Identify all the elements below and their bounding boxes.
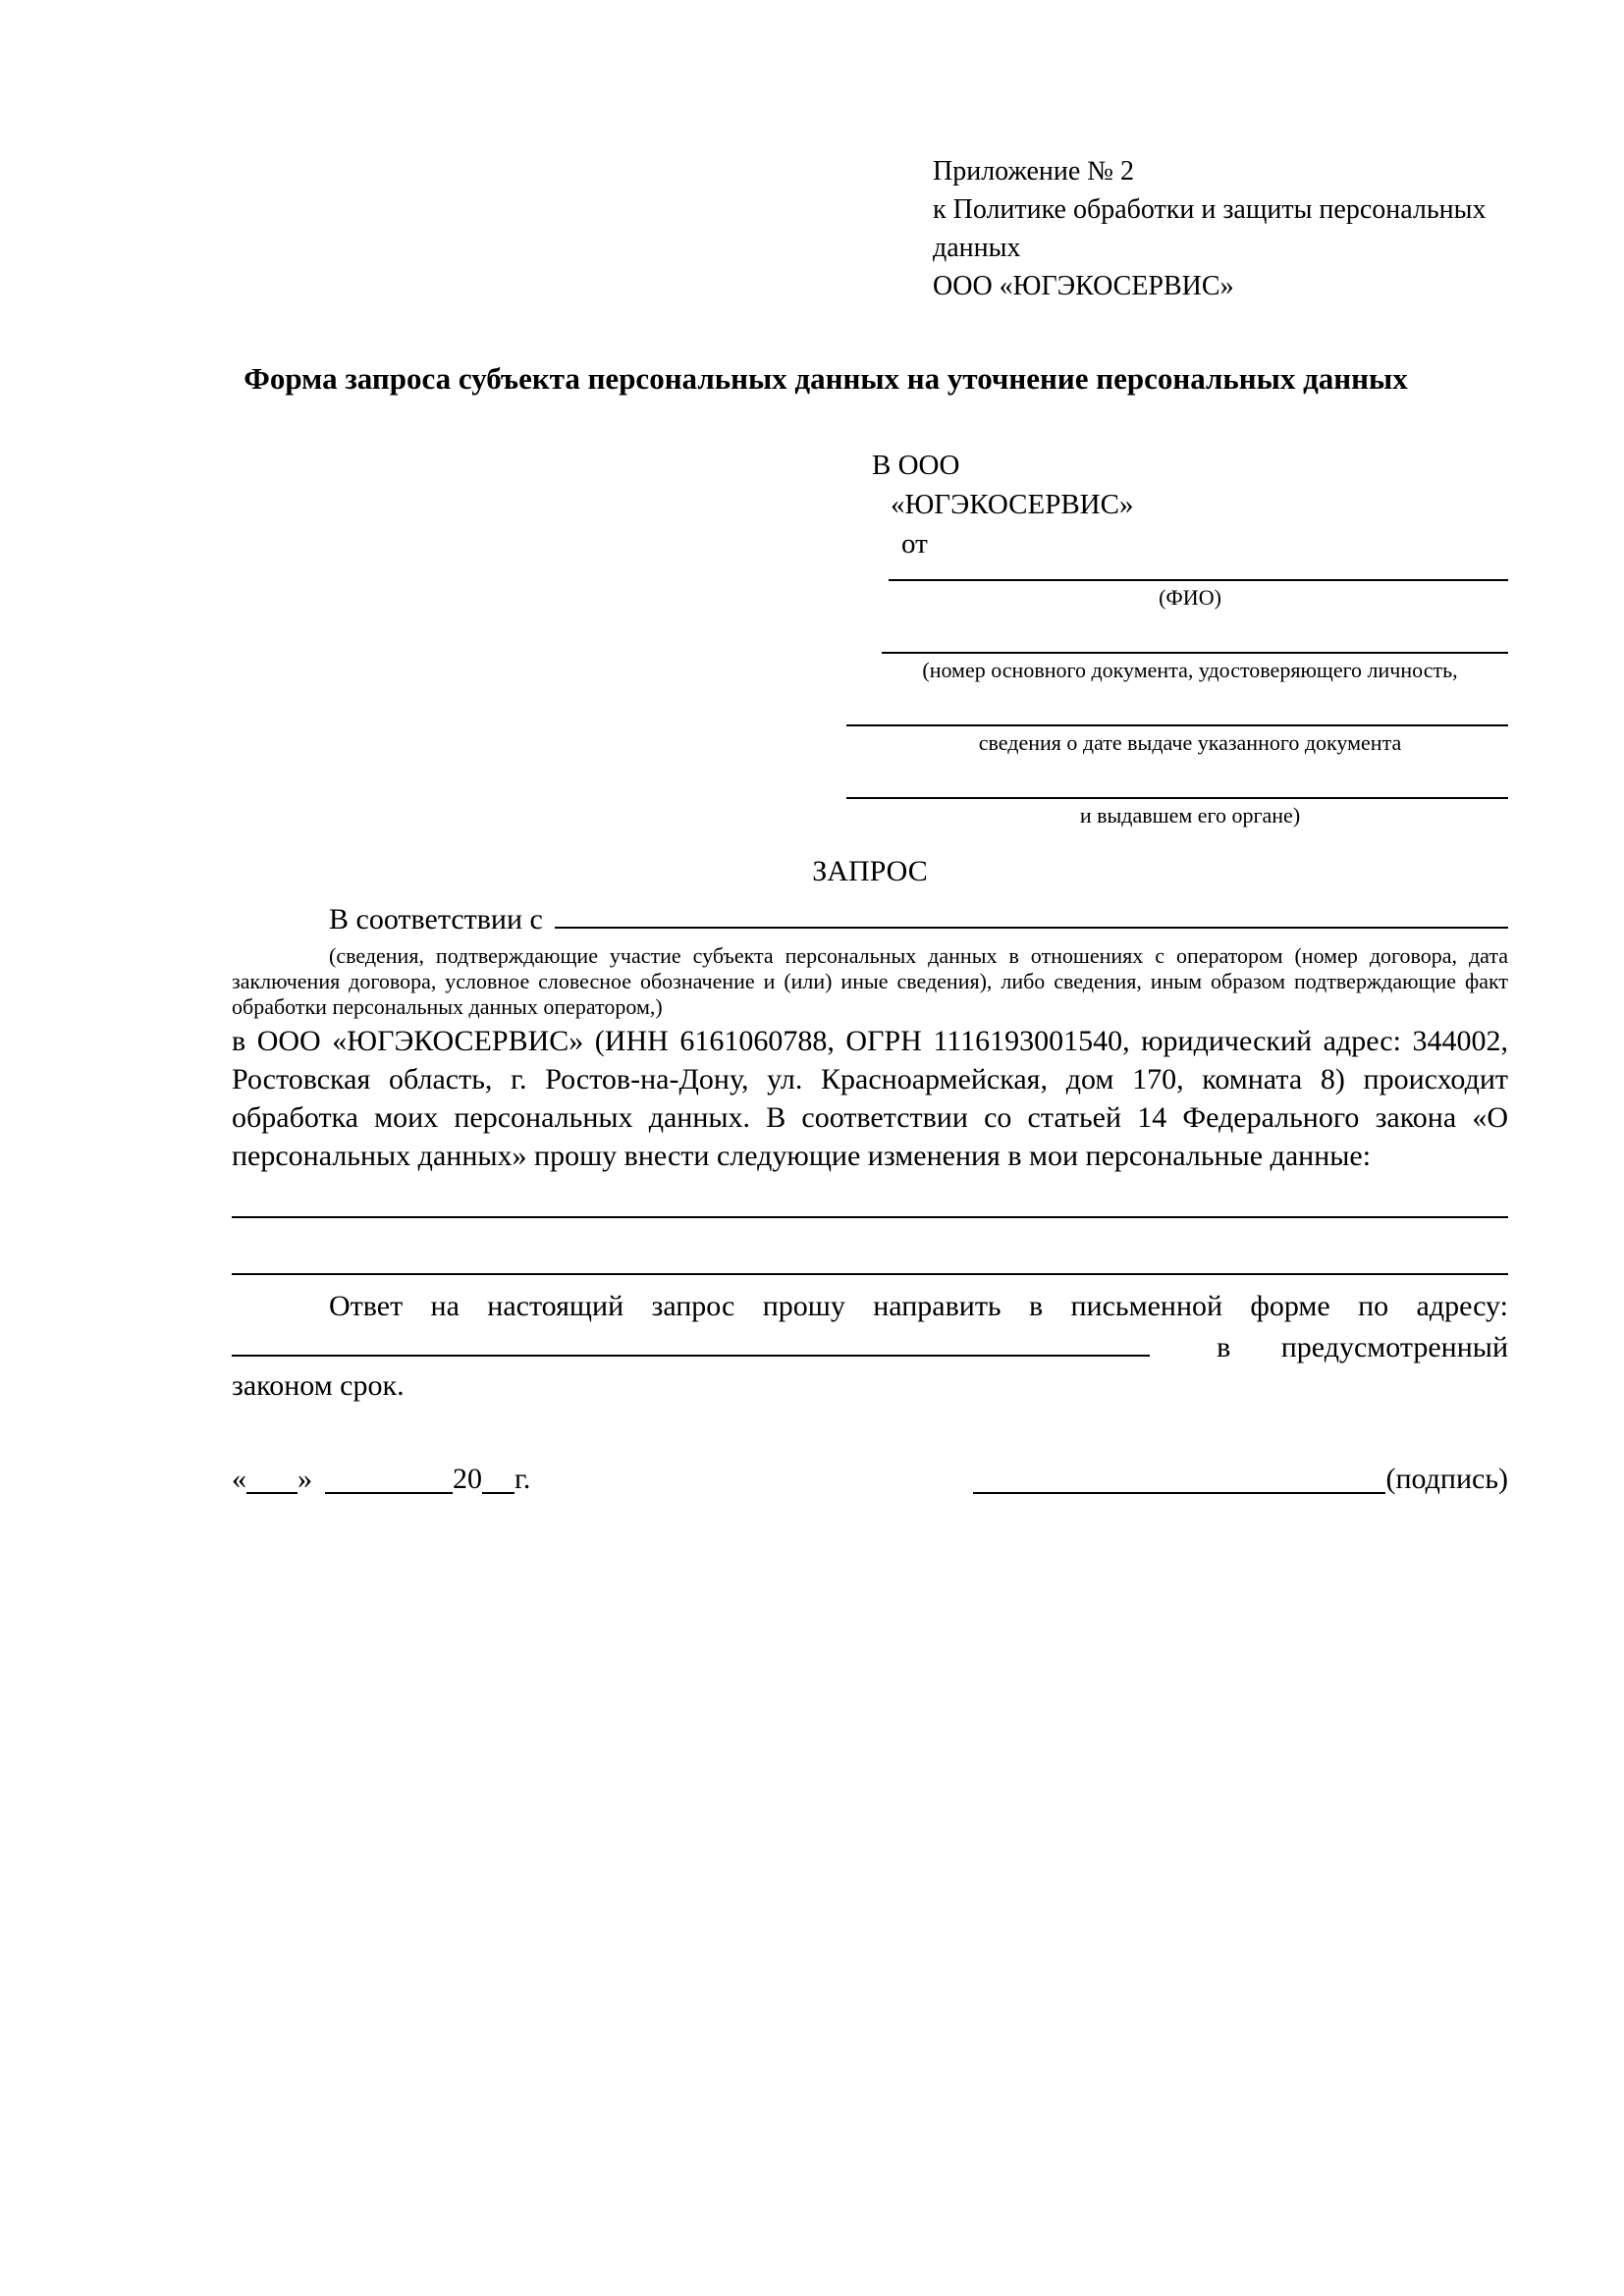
- month-blank: [325, 1463, 453, 1494]
- fio-blank-line: [889, 579, 1508, 581]
- date-signature-row: [232, 1460, 1508, 1499]
- response-line-3: законом срок.: [232, 1369, 405, 1402]
- response-line-1: Ответ на настоящий запрос прошу направить в письменной форме по адресу:: [329, 1290, 1508, 1322]
- date-group: [232, 1460, 530, 1499]
- accordance-caption: (сведения, подтверждающие участие субъекта персональных данных в отношениях с оператором (номер договора, дата заключения договора, условное словесное обозначение и (или) иные сведения), либо сведения, иным образом подтверждающие факт обработки персональных данных оператором,): [232, 943, 1508, 1019]
- response-tail-text: в предусмотренный: [1217, 1331, 1508, 1363]
- doc-issue-date-field: [872, 724, 1508, 756]
- appendix-line-2: к Политике обработки и защиты персональных данных: [933, 194, 1487, 263]
- accordance-prefix: В соответствии с: [329, 903, 543, 935]
- appendix-block: [933, 152, 1508, 305]
- signature-group: [973, 1460, 1508, 1499]
- accordance-blank-line: [555, 897, 1508, 929]
- response-paragraph: [232, 1287, 1508, 1405]
- fio-field: [872, 579, 1508, 611]
- addressee-to-prefix: В ООО: [872, 450, 960, 481]
- doc-number-blank-line: [882, 652, 1508, 654]
- doc-number-field: [872, 652, 1508, 683]
- request-heading: ЗАПРОС: [812, 855, 928, 887]
- doc-issuer-blank-line: [846, 797, 1508, 799]
- year-suffix: г.: [514, 1463, 531, 1495]
- fio-caption: (ФИО): [1159, 585, 1221, 610]
- page-title: Форма запроса субъекта персональных данных на уточнение персональных данных: [244, 361, 1408, 396]
- addressee-org-name: «ЮГЭКОСЕРВИС»: [891, 489, 1134, 520]
- changes-blank-line-2: [232, 1273, 1508, 1275]
- doc-issuer-caption: и выдавшем его органе): [1079, 803, 1301, 828]
- doc-issue-date-blank-line: [846, 724, 1508, 726]
- signature-caption: (подпись): [1385, 1463, 1508, 1495]
- appendix-line-1: Приложение № 2: [933, 156, 1134, 187]
- signature-blank: [973, 1463, 1385, 1494]
- appendix-line-3: ООО «ЮГЭКОСЕРВИС»: [933, 271, 1234, 301]
- response-line-2: [232, 1325, 1508, 1366]
- doc-issue-date-caption: сведения о дате выдаче указанного документа: [978, 730, 1402, 755]
- year-blank: [482, 1463, 514, 1494]
- addressee-from-label: от: [901, 528, 928, 560]
- changes-blank-line-1: [232, 1216, 1508, 1218]
- addressee-block: [872, 446, 1508, 828]
- date-quote-close: »: [298, 1463, 312, 1495]
- doc-issuer-field: [872, 797, 1508, 828]
- body-paragraph: в ООО «ЮГЭКОСЕРВИС» (ИНН 6161060788, ОГРН 1116193001540, юридический адрес: 344002, Ростовская область, г. Ростов-на-Дону, ул. Красноармейская, дом 170, комната 8) происходит обработка моих персональных данных. В соответствии со статьей 14 Федерального закона «О персональных данных» прошу внести следующие изменения в мои персональные данные:: [232, 1025, 1508, 1172]
- accordance-line: [232, 897, 1508, 939]
- doc-number-caption: (номер основного документа, удостоверяющего личность,: [922, 658, 1458, 682]
- date-quote-open: «: [232, 1463, 246, 1495]
- day-blank: [246, 1463, 298, 1494]
- address-blank-line: [232, 1325, 1150, 1357]
- year-prefix: 20: [453, 1463, 482, 1495]
